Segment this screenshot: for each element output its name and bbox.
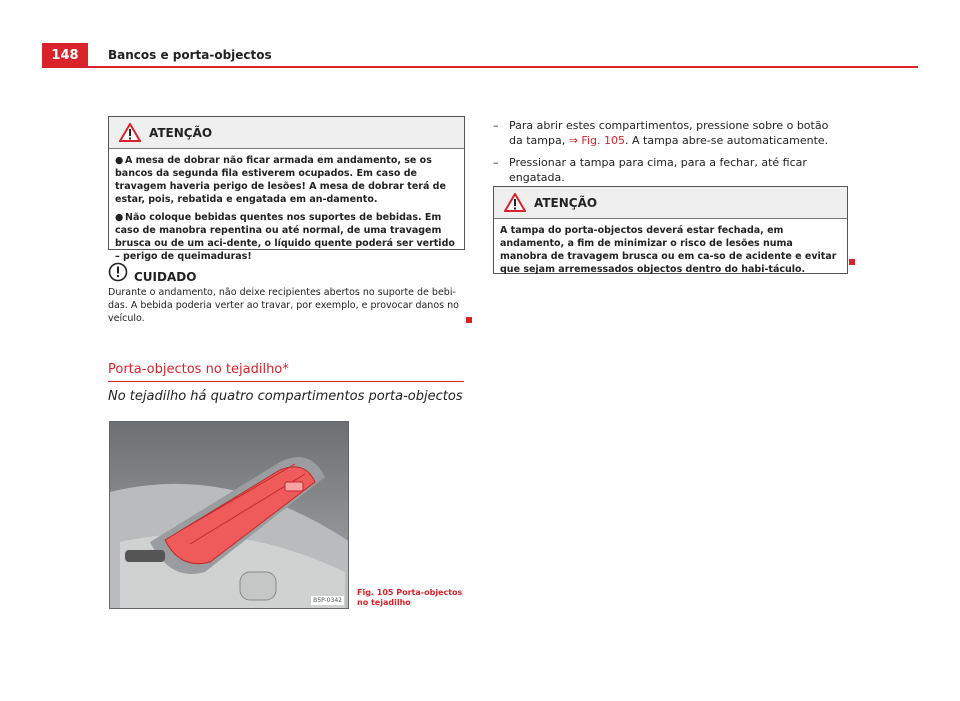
warning-triangle-icon: [119, 123, 141, 142]
warning-box-left: [108, 116, 465, 262]
page-number: 148: [42, 43, 88, 67]
warning-header: [109, 117, 464, 149]
caution-header: [108, 260, 463, 284]
section-subtitle: No tejadilho há quatro compartimentos porta-objectos: [108, 389, 463, 404]
warning-body: [109, 149, 464, 273]
end-of-section-marker: [466, 317, 472, 323]
figure-roof-storage: [109, 421, 349, 609]
figure-link[interactable]: ⇒ Fig. 105: [568, 134, 625, 147]
caution-note: [108, 260, 463, 325]
warning-title: ATENÇÃO: [149, 125, 213, 140]
caution-icon: [108, 262, 128, 282]
header-rule: [42, 66, 918, 68]
step-text: Para abrir estes compartimentos, pressione sobre o botão da tampa, ⇒ Fig. 105. A tampa abre-se automaticamente.: [509, 119, 829, 147]
warning-text: A tampa do porta-objectos deverá estar fechada, em andamento, a fim de minimizar o risco de lesões numa manobra de travagem brusca ou em ca-so de acidente e evitar que sejam arremessados objectos dentro do habi-táculo.: [500, 225, 837, 275]
warning-title: ATENÇÃO: [534, 195, 598, 210]
chapter-title: Bancos e porta-objectos: [108, 48, 272, 62]
step-text: Pressionar a tampa para cima, para a fechar, até ficar engatada.: [509, 156, 807, 184]
figure-caption: Fig. 105 Porta-objectos no tejadilho: [357, 588, 463, 607]
section-heading: Porta-objectos no tejadilho*: [108, 362, 289, 377]
section-rule: [108, 381, 464, 382]
caution-text: Durante o andamento, não deixe recipientes abertos no suporte de bebi-das. A bebida poderia verter ao travar, por exemplo, e provocar danos no veículo.: [108, 287, 459, 324]
step-item: – Pressionar a tampa para cima, para a fechar, até ficar engatada.: [493, 155, 863, 185]
warning-bullet: ● Não coloque bebidas quentes nos suportes de bebidas. Em caso de manobra repentina ou até normal, de uma travagem brusca ou de um aci-dente, o líquido quente poderá ser vertido – perigo de queimaduras!: [115, 212, 455, 262]
roof-storage-illustration: [110, 422, 349, 609]
figure-code: B5P-0342: [313, 597, 342, 604]
warning-header: [494, 187, 847, 219]
end-of-section-marker: [849, 259, 855, 265]
step-item: – Para abrir estes compartimentos, pressione sobre o botão da tampa, ⇒ Fig. 105. A tampa abre-se automaticamente.: [493, 118, 833, 148]
caution-title: CUIDADO: [134, 270, 197, 284]
warning-triangle-icon: [504, 193, 526, 212]
warning-box-right: [493, 186, 848, 274]
bullet-icon: ●: [115, 212, 124, 223]
warning-bullet: ● A mesa de dobrar não ficar armada em andamento, se os bancos da segunda fila estiverem ocupados. Em caso de travagem haveria perigo de lesões! A mesa de dobrar terá de estar, pois, rebatida e engatada em an-damento.: [115, 155, 446, 205]
warning-body: [494, 219, 847, 286]
bullet-icon: ●: [115, 155, 124, 166]
